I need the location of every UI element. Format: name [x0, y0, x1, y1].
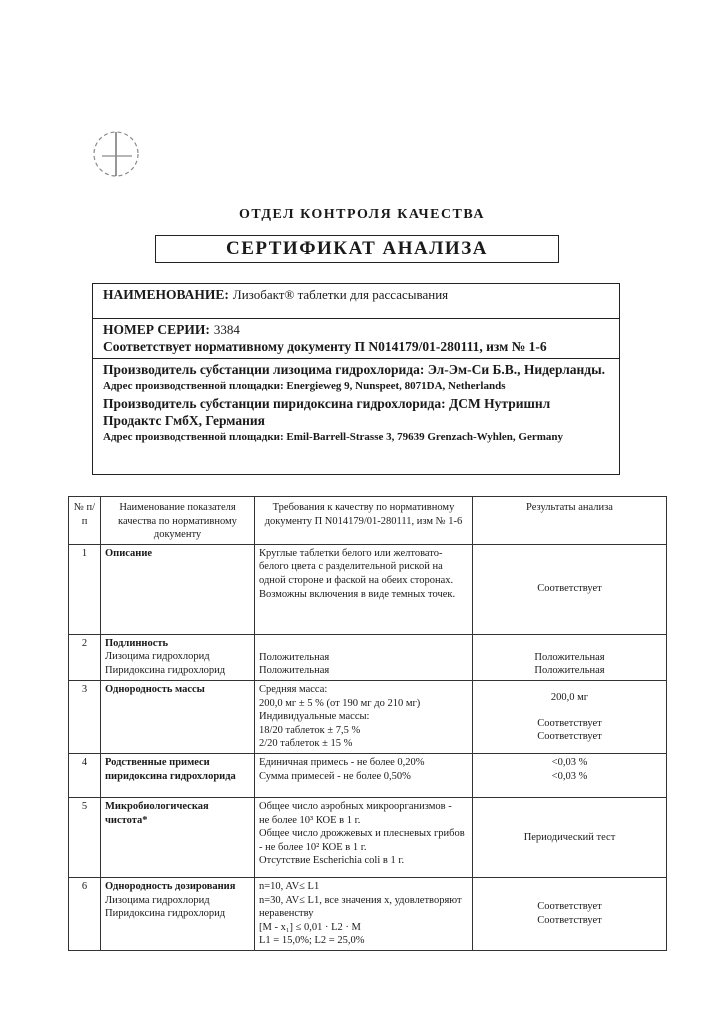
requirement-line-2: n=30, AV≤ L1, все значения x, удовлетворяют неравенству — [259, 894, 462, 920]
indicator-name: Однородность дозирования — [105, 880, 236, 892]
table-row — [69, 797, 667, 877]
address-1: Адрес производственной площадки: Energieweg 9, Nunspeet, 8071DA, Netherlands — [103, 380, 506, 392]
manufacturers-row — [93, 359, 619, 475]
manufacturer-2: Производитель субстанции пиридоксина гидрохлорида: ДСМ Нутришнл Продактс ГмбХ, Германия — [103, 396, 551, 428]
requirement-line-1: n=10, AV≤ L1 — [259, 880, 320, 892]
product-name-label: НАИМЕНОВАНИЕ: — [103, 287, 229, 302]
indicator-sub-1: Лизоцима гидрохлорид — [105, 894, 210, 906]
result-line-2: Соответствует — [537, 914, 602, 926]
row-num: 1 — [69, 544, 101, 634]
address-2: Адрес производственной площадки: Emil-Barrell-Strasse 3, 79639 Grenzach-Wyhlen, Germany — [103, 431, 564, 443]
row-num: 3 — [69, 680, 101, 753]
requirement-line-2: не более 10³ КОЕ в 1 г. — [259, 814, 361, 826]
row-num: 5 — [69, 797, 101, 877]
result-cell — [473, 753, 667, 797]
indicator-name: Микробиологическая чистота* — [101, 797, 255, 877]
indicator-cell — [101, 877, 255, 950]
product-name-value: Лизобакт® таблетки для рассасывания — [232, 287, 449, 302]
indicator-name: Родственные примеси пиридоксина гидрохлорида — [101, 753, 255, 797]
result-text: Соответствует — [473, 544, 667, 634]
row-num: 4 — [69, 753, 101, 797]
requirement-cell — [255, 680, 473, 753]
result-cell — [473, 877, 667, 950]
batch-value: 3384 — [213, 322, 240, 337]
table-row — [69, 753, 667, 797]
result-line-2: Положительная — [534, 665, 605, 677]
header-requirement: Требования к качеству по нормативному документу П N014179/01-280111, изм № 1-6 — [255, 497, 473, 545]
result-line-1: Соответствует — [537, 901, 602, 913]
requirement-line-2: Положительная — [259, 665, 330, 677]
indicator-name: Описание — [101, 544, 255, 634]
manufacturer-1: Производитель субстанции лизоцима гидрохлорида: Эл-Эм-Си Б.В., Нидерланды. — [103, 362, 606, 377]
result-cell — [473, 634, 667, 680]
result-line-2: Соответствует — [537, 717, 602, 729]
requirement-line-3: [M - x₁] ≤ 0,01 · L2 · M — [259, 921, 361, 933]
row-num: 6 — [69, 877, 101, 950]
indicator-sub-2: Пиридоксина гидрохлорид — [105, 908, 226, 920]
requirement-line-1: Общее число аэробных микроорганизмов - — [259, 800, 452, 812]
batch-row — [93, 319, 619, 359]
requirement-line-1: Средняя масса: — [259, 683, 328, 695]
department-heading: ОТДЕЛ КОНТРОЛЯ КАЧЕСТВА — [239, 207, 485, 222]
requirement-line-2: 200,0 мг ± 5 % (от 190 мг до 210 мг) — [259, 697, 421, 709]
compliance-text: Соответствует нормативному документу П N014179/01-280111, изм № 1-6 — [103, 339, 547, 354]
requirement-line-1: Единичная примесь - не более 0,20% — [259, 756, 425, 768]
requirement-text: Круглые таблетки белого или желтовато-белого цвета с разделительной риской на одной стороне и фаской на обеих сторонах. Возможны включения в виде темных точек. — [255, 544, 473, 634]
requirement-line-3: Общее число дрожжевых и плесневых грибов - не более 10² КОЕ в 1 г. — [259, 828, 465, 853]
row-num: 2 — [69, 634, 101, 680]
analysis-table — [68, 496, 667, 951]
result-line-1: <0,03 % — [551, 756, 588, 768]
result-line-2: <0,03 % — [551, 770, 588, 782]
requirement-line-5: 2/20 таблеток ± 15 % — [259, 738, 353, 750]
indicator-cell — [101, 634, 255, 680]
requirement-line-4: Отсутствие Escherichia coli в 1 г. — [259, 855, 405, 867]
requirement-cell — [255, 634, 473, 680]
table-header-row — [69, 497, 667, 545]
header-indicator: Наименование показателя качества по нормативному документу — [101, 497, 255, 545]
result-line-1: 200,0 мг — [550, 691, 589, 703]
header-result: Результаты анализа — [473, 497, 667, 545]
indicator-name: Подлинность — [105, 637, 169, 649]
result-text: Периодический тест — [473, 797, 667, 877]
certificate-title-box — [155, 235, 559, 263]
requirement-line-2: Сумма примесей - не более 0,50% — [259, 770, 411, 782]
requirement-line-1: Положительная — [259, 651, 330, 663]
product-info-box — [92, 283, 620, 475]
batch-label: НОМЕР СЕРИИ: — [103, 322, 210, 337]
table-row — [69, 680, 667, 753]
table-row — [69, 634, 667, 680]
table-row — [69, 544, 667, 634]
result-line-3: Соответствует — [537, 731, 602, 743]
certificate-title: СЕРТИФИКАТ АНАЛИЗА — [226, 238, 488, 259]
result-cell — [473, 680, 667, 753]
requirement-cell — [255, 797, 473, 877]
table-row — [69, 877, 667, 950]
indicator-name: Однородность массы — [101, 680, 255, 753]
result-line-1: Положительная — [534, 651, 605, 663]
requirement-cell — [255, 877, 473, 950]
requirement-line-4: 18/20 таблеток ± 7,5 % — [259, 724, 361, 736]
requirement-line-3: Индивидуальные массы: — [259, 711, 370, 723]
indicator-sub-1: Лизоцима гидрохлорид — [105, 651, 210, 663]
requirement-line-4: L1 = 15,0%; L2 = 25,0% — [259, 935, 365, 947]
indicator-sub-2: Пиридоксина гидрохлорид — [105, 664, 226, 676]
product-name-row — [93, 284, 619, 319]
header-num: № п/п — [69, 497, 101, 545]
requirement-cell — [255, 753, 473, 797]
company-logo-icon — [88, 126, 144, 182]
